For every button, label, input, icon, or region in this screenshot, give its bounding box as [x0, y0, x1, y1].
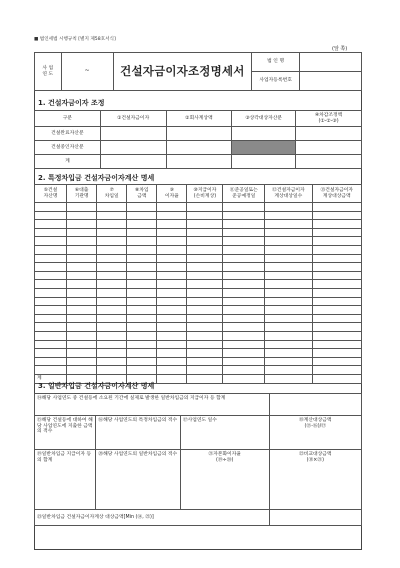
s2-cell[interactable]	[223, 297, 265, 306]
s2-cell[interactable]	[127, 314, 157, 323]
s2-cell[interactable]	[157, 306, 187, 315]
s2-cell[interactable]	[223, 271, 265, 280]
s2-cell[interactable]	[97, 297, 127, 306]
s2-header-3: ⑧차입 금액	[127, 185, 157, 203]
s2-cell[interactable]	[187, 297, 223, 306]
s2-cell[interactable]	[187, 340, 223, 349]
s2-cell[interactable]	[127, 271, 157, 280]
s2-cell[interactable]	[265, 323, 312, 332]
s2-cell[interactable]	[127, 288, 157, 297]
s2-cell[interactable]	[265, 366, 312, 375]
s2-cell[interactable]	[157, 245, 187, 254]
s1-row-label-0: 건설완료자산분	[35, 127, 101, 141]
s2-cell[interactable]	[127, 297, 157, 306]
s2-cell[interactable]	[67, 228, 97, 237]
s2-cell[interactable]	[187, 237, 223, 246]
s1-cell[interactable]	[100, 155, 166, 169]
s2-data-row	[35, 237, 362, 246]
s2-cell[interactable]	[67, 366, 97, 375]
biz-no-label: 사업자등록번호	[252, 72, 300, 91]
s2-cell[interactable]	[127, 349, 157, 358]
s2-cell[interactable]	[157, 288, 187, 297]
s1-cell[interactable]	[232, 155, 296, 169]
s2-header-7: ⑫건설자금이자 계상대상일수	[265, 185, 312, 203]
s2-total-cell[interactable]	[187, 374, 223, 383]
s2-data-row	[35, 228, 362, 237]
s2-cell[interactable]	[157, 297, 187, 306]
s2-data-row	[35, 271, 362, 280]
s2-cell[interactable]	[35, 245, 67, 254]
s2-total-cell[interactable]	[223, 374, 265, 383]
s2-cell[interactable]	[265, 271, 312, 280]
s1-row-label-2: 계	[35, 155, 101, 169]
s2-cell[interactable]	[97, 228, 127, 237]
s2-cell[interactable]	[265, 314, 312, 323]
s2-cell[interactable]	[97, 340, 127, 349]
s2-cell[interactable]	[265, 211, 312, 220]
s2-cell[interactable]	[127, 254, 157, 263]
s2-header-6: ⑪준공일또는 준공예정일	[223, 185, 265, 203]
s2-cell[interactable]	[157, 228, 187, 237]
s2-cell[interactable]	[312, 314, 361, 323]
s2-cell[interactable]	[223, 323, 265, 332]
section2-table	[34, 184, 362, 384]
s2-cell[interactable]	[312, 245, 361, 254]
s2-total-cell[interactable]	[265, 374, 312, 383]
s2-cell[interactable]	[127, 237, 157, 246]
section1-heading: 1. 건설자금이자 조정	[38, 99, 105, 107]
s2-cell[interactable]	[223, 306, 265, 315]
s2-cell[interactable]	[67, 254, 97, 263]
section2-heading: 2. 특정차입금 건설자금이자계산 명세	[38, 174, 155, 182]
s2-cell[interactable]	[157, 254, 187, 263]
s2-cell[interactable]	[157, 331, 187, 340]
s2-data-row	[35, 203, 362, 212]
s2-cell[interactable]	[223, 203, 265, 212]
s3-r3c1: ⑲일반차입금 지급이자 등의 합계	[35, 450, 96, 510]
s2-cell[interactable]	[157, 263, 187, 272]
s2-cell[interactable]	[97, 323, 127, 332]
s2-cell[interactable]	[67, 280, 97, 289]
s2-cell[interactable]	[97, 288, 127, 297]
s2-cell[interactable]	[35, 254, 67, 263]
s2-cell[interactable]	[157, 349, 187, 358]
s2-cell[interactable]	[35, 203, 67, 212]
s2-cell[interactable]	[312, 349, 361, 358]
s2-cell[interactable]	[67, 314, 97, 323]
s2-cell[interactable]	[127, 366, 157, 375]
s1-header-3: ③상각대상자산분	[232, 111, 296, 127]
s2-cell[interactable]	[97, 357, 127, 366]
s2-total-label: 계	[35, 374, 67, 383]
s1-header-1: ①건설자금이자	[100, 111, 166, 127]
s2-cell[interactable]	[97, 245, 127, 254]
s2-cell[interactable]	[35, 340, 67, 349]
s2-cell[interactable]	[157, 211, 187, 220]
s2-total-cell[interactable]	[312, 374, 361, 383]
s2-cell[interactable]	[265, 245, 312, 254]
s2-cell[interactable]	[97, 306, 127, 315]
s2-cell[interactable]	[187, 306, 223, 315]
s2-cell[interactable]	[67, 349, 97, 358]
s2-cell[interactable]	[187, 331, 223, 340]
s2-cell[interactable]	[265, 349, 312, 358]
s2-cell[interactable]	[97, 366, 127, 375]
s2-cell[interactable]	[223, 357, 265, 366]
s3-r3c3: ㉑자본화이자율 (⑲÷⑳)	[180, 450, 269, 510]
s2-cell[interactable]	[127, 203, 157, 212]
s2-cell[interactable]	[67, 288, 97, 297]
s2-data-row	[35, 254, 362, 263]
s2-cell[interactable]	[265, 288, 312, 297]
s2-cell[interactable]	[35, 323, 67, 332]
s2-cell[interactable]	[67, 297, 97, 306]
s1-cell[interactable]	[166, 155, 232, 169]
section3-heading: 3. 일반차입금 건설자금이자계산 명세	[38, 382, 155, 390]
s2-cell[interactable]	[312, 306, 361, 315]
s2-cell[interactable]	[223, 263, 265, 272]
s1-cell[interactable]	[296, 155, 362, 169]
s2-cell[interactable]	[265, 280, 312, 289]
s2-cell[interactable]	[223, 340, 265, 349]
s2-cell[interactable]	[223, 211, 265, 220]
s2-cell[interactable]	[67, 357, 97, 366]
s2-cell[interactable]	[187, 366, 223, 375]
s3-r3c2: ⑳해당 사업연도의 일반차입금의 적수	[96, 450, 181, 510]
s2-cell[interactable]	[312, 323, 361, 332]
page-side-label: (앞 쪽)	[332, 46, 348, 52]
s2-cell[interactable]	[187, 323, 223, 332]
s2-cell[interactable]	[35, 280, 67, 289]
s2-cell[interactable]	[223, 331, 265, 340]
s2-cell[interactable]	[187, 263, 223, 272]
s2-cell[interactable]	[67, 331, 97, 340]
s2-cell[interactable]	[35, 228, 67, 237]
s2-header-2: ⑦ 차입일	[97, 185, 127, 203]
s2-cell[interactable]	[223, 314, 265, 323]
s2-cell[interactable]	[223, 220, 265, 229]
s1-cell[interactable]	[100, 127, 166, 141]
s3-r3c4: ㉒비교대상금액 (⑱×㉑)	[269, 450, 361, 510]
s2-cell[interactable]	[265, 306, 312, 315]
s2-data-row	[35, 314, 362, 323]
s2-cell[interactable]	[312, 340, 361, 349]
s2-data-row	[35, 340, 362, 349]
s2-cell[interactable]	[127, 357, 157, 366]
s2-cell[interactable]	[127, 331, 157, 340]
s2-data-row	[35, 245, 362, 254]
s2-header-4: ⑨ 이자율	[157, 185, 187, 203]
s2-cell[interactable]	[67, 203, 97, 212]
s2-cell[interactable]	[35, 357, 67, 366]
s2-header-0: ⑤건설 자산명	[35, 185, 67, 203]
s1-row-label-1: 건설중인자산분	[35, 141, 101, 155]
header-table	[34, 52, 362, 91]
s2-cell[interactable]	[187, 211, 223, 220]
corp-name-field[interactable]	[300, 53, 362, 72]
s2-cell[interactable]	[67, 211, 97, 220]
s2-cell[interactable]	[265, 331, 312, 340]
period-label: 사 업 연 도	[35, 53, 62, 91]
s2-cell[interactable]	[35, 314, 67, 323]
s2-cell[interactable]	[265, 297, 312, 306]
s2-cell[interactable]	[312, 237, 361, 246]
s2-cell[interactable]	[97, 280, 127, 289]
s2-header-8: ⑬건설자금이자 계상대상금액	[312, 185, 361, 203]
s2-cell[interactable]	[312, 366, 361, 375]
s1-cell[interactable]	[100, 141, 166, 155]
s2-data-row	[35, 349, 362, 358]
s2-cell[interactable]	[127, 306, 157, 315]
s2-data-row	[35, 288, 362, 297]
s3-r2c3: ⑰사업연도 일수	[180, 416, 269, 450]
s2-cell[interactable]	[35, 211, 67, 220]
s2-cell[interactable]	[312, 211, 361, 220]
s2-cell[interactable]	[157, 220, 187, 229]
s2-cell[interactable]	[157, 366, 187, 375]
s2-cell[interactable]	[223, 366, 265, 375]
s3-r2c1: ⑮해당 건설등에 대하여 해당 사업연도에 지출한 금액의 적수	[35, 416, 96, 450]
s3-r1-value[interactable]	[269, 394, 361, 416]
s2-data-row	[35, 306, 362, 315]
s2-data-row	[35, 331, 362, 340]
s2-cell[interactable]	[97, 203, 127, 212]
s1-shaded-cell	[232, 141, 296, 155]
s2-cell[interactable]	[67, 220, 97, 229]
s2-cell[interactable]	[35, 237, 67, 246]
s2-data-row	[35, 220, 362, 229]
s2-cell[interactable]	[67, 306, 97, 315]
s2-data-row	[35, 211, 362, 220]
s2-data-row	[35, 323, 362, 332]
s1-cell[interactable]	[166, 127, 232, 141]
s2-cell[interactable]	[265, 263, 312, 272]
s2-cell[interactable]	[265, 357, 312, 366]
s2-cell[interactable]	[312, 203, 361, 212]
s2-cell[interactable]	[127, 323, 157, 332]
s2-cell[interactable]	[187, 349, 223, 358]
s2-data-row	[35, 263, 362, 272]
s2-cell[interactable]	[97, 331, 127, 340]
s2-cell[interactable]	[223, 254, 265, 263]
s2-header-1: ⑥대출 기관명	[67, 185, 97, 203]
s2-cell[interactable]	[265, 237, 312, 246]
s1-cell[interactable]	[296, 127, 362, 141]
s2-cell[interactable]	[187, 220, 223, 229]
s2-cell[interactable]	[187, 228, 223, 237]
s2-cell[interactable]	[187, 314, 223, 323]
s2-cell[interactable]	[312, 297, 361, 306]
s2-cell[interactable]	[157, 271, 187, 280]
form-title: 건설자금이자조정명세서	[113, 53, 251, 91]
s2-data-row	[35, 280, 362, 289]
s2-cell[interactable]	[223, 280, 265, 289]
s2-cell[interactable]	[67, 263, 97, 272]
s2-cell[interactable]	[97, 271, 127, 280]
s2-cell[interactable]	[97, 211, 127, 220]
s2-cell[interactable]	[187, 280, 223, 289]
s2-cell[interactable]	[67, 271, 97, 280]
s2-cell[interactable]	[157, 237, 187, 246]
s1-header-4: ④차감조정액 (①-②-③)	[296, 111, 362, 127]
s2-cell[interactable]	[187, 271, 223, 280]
s2-cell[interactable]	[97, 263, 127, 272]
s2-cell[interactable]	[127, 245, 157, 254]
s2-cell[interactable]	[35, 306, 67, 315]
s1-header-0: 구분	[35, 111, 101, 127]
s2-cell[interactable]	[312, 280, 361, 289]
s2-cell[interactable]	[67, 245, 97, 254]
s2-cell[interactable]	[312, 357, 361, 366]
s2-cell[interactable]	[157, 280, 187, 289]
corp-name-label: 법 인 명	[252, 53, 300, 72]
s1-cell[interactable]	[166, 141, 232, 155]
s2-cell[interactable]	[187, 254, 223, 263]
s2-cell[interactable]	[265, 220, 312, 229]
s2-cell[interactable]	[312, 254, 361, 263]
s1-header-2: ②회사계상액	[166, 111, 232, 127]
s2-header-5: ⑩지급이자 (손비계상)	[187, 185, 223, 203]
s2-cell[interactable]	[223, 228, 265, 237]
s2-cell[interactable]	[312, 288, 361, 297]
s2-cell[interactable]	[312, 263, 361, 272]
s2-cell[interactable]	[127, 280, 157, 289]
s2-data-row	[35, 297, 362, 306]
s2-cell[interactable]	[67, 237, 97, 246]
s2-cell[interactable]	[35, 288, 67, 297]
s2-cell[interactable]	[223, 288, 265, 297]
biz-no-field[interactable]	[300, 72, 362, 91]
s2-cell[interactable]	[67, 340, 97, 349]
s3-r2c2: ⑯해당 사업연도의 특정차입금의 적수	[96, 416, 181, 450]
s2-data-row	[35, 357, 362, 366]
s3-r4-label: ㉓일반차입금 건설자금이자계상 대상금액[Min (⑭, ㉒)]	[35, 510, 270, 526]
s2-cell[interactable]	[187, 357, 223, 366]
s2-cell[interactable]	[35, 263, 67, 272]
s2-cell[interactable]	[35, 220, 67, 229]
s2-cell[interactable]	[312, 331, 361, 340]
s3-r1-label: ⑭해당 사업연도 중 건설등에 소요된 기간에 실제로 발생한 일반차입금의 지급이자 등 합계	[35, 394, 270, 416]
law-reference: ■ 법인세법 시행규칙 [별지 제58호서식]	[34, 37, 116, 42]
s2-cell[interactable]	[187, 203, 223, 212]
s2-cell[interactable]	[97, 314, 127, 323]
s2-cell[interactable]	[157, 323, 187, 332]
s2-cell[interactable]	[127, 228, 157, 237]
s2-cell[interactable]	[157, 340, 187, 349]
s2-cell[interactable]	[312, 228, 361, 237]
s2-cell[interactable]	[127, 211, 157, 220]
s2-cell[interactable]	[187, 288, 223, 297]
s2-cell[interactable]	[265, 228, 312, 237]
s3-r4-value[interactable]	[269, 510, 361, 526]
s2-cell[interactable]	[35, 271, 67, 280]
s2-cell[interactable]	[127, 340, 157, 349]
s2-cell[interactable]	[223, 349, 265, 358]
s2-cell[interactable]	[35, 331, 67, 340]
s2-cell[interactable]	[97, 254, 127, 263]
section3-table	[34, 393, 362, 526]
s2-cell[interactable]	[157, 314, 187, 323]
s2-cell[interactable]	[67, 323, 97, 332]
s2-cell[interactable]	[223, 245, 265, 254]
s2-cell[interactable]	[97, 237, 127, 246]
s2-cell[interactable]	[265, 203, 312, 212]
s2-cell[interactable]	[265, 340, 312, 349]
s3-r2c4: ⑱계산대상금액 (⑮-⑯)/⑰	[269, 416, 361, 450]
s2-cell[interactable]	[35, 349, 67, 358]
s2-cell[interactable]	[35, 366, 67, 375]
s2-cell[interactable]	[157, 203, 187, 212]
period-value[interactable]: ~	[61, 53, 113, 91]
s1-cell[interactable]	[296, 141, 362, 155]
s2-data-row	[35, 366, 362, 375]
s2-cell[interactable]	[35, 297, 67, 306]
s2-cell[interactable]	[127, 220, 157, 229]
s2-cell[interactable]	[127, 263, 157, 272]
s2-cell[interactable]	[312, 220, 361, 229]
s2-cell[interactable]	[157, 357, 187, 366]
s2-cell[interactable]	[187, 245, 223, 254]
s2-cell[interactable]	[265, 254, 312, 263]
s2-cell[interactable]	[97, 220, 127, 229]
s2-cell[interactable]	[223, 237, 265, 246]
s1-cell[interactable]	[232, 127, 296, 141]
section1-table	[34, 110, 362, 169]
s2-cell[interactable]	[97, 349, 127, 358]
s2-total-cell[interactable]	[157, 374, 187, 383]
s2-cell[interactable]	[312, 271, 361, 280]
